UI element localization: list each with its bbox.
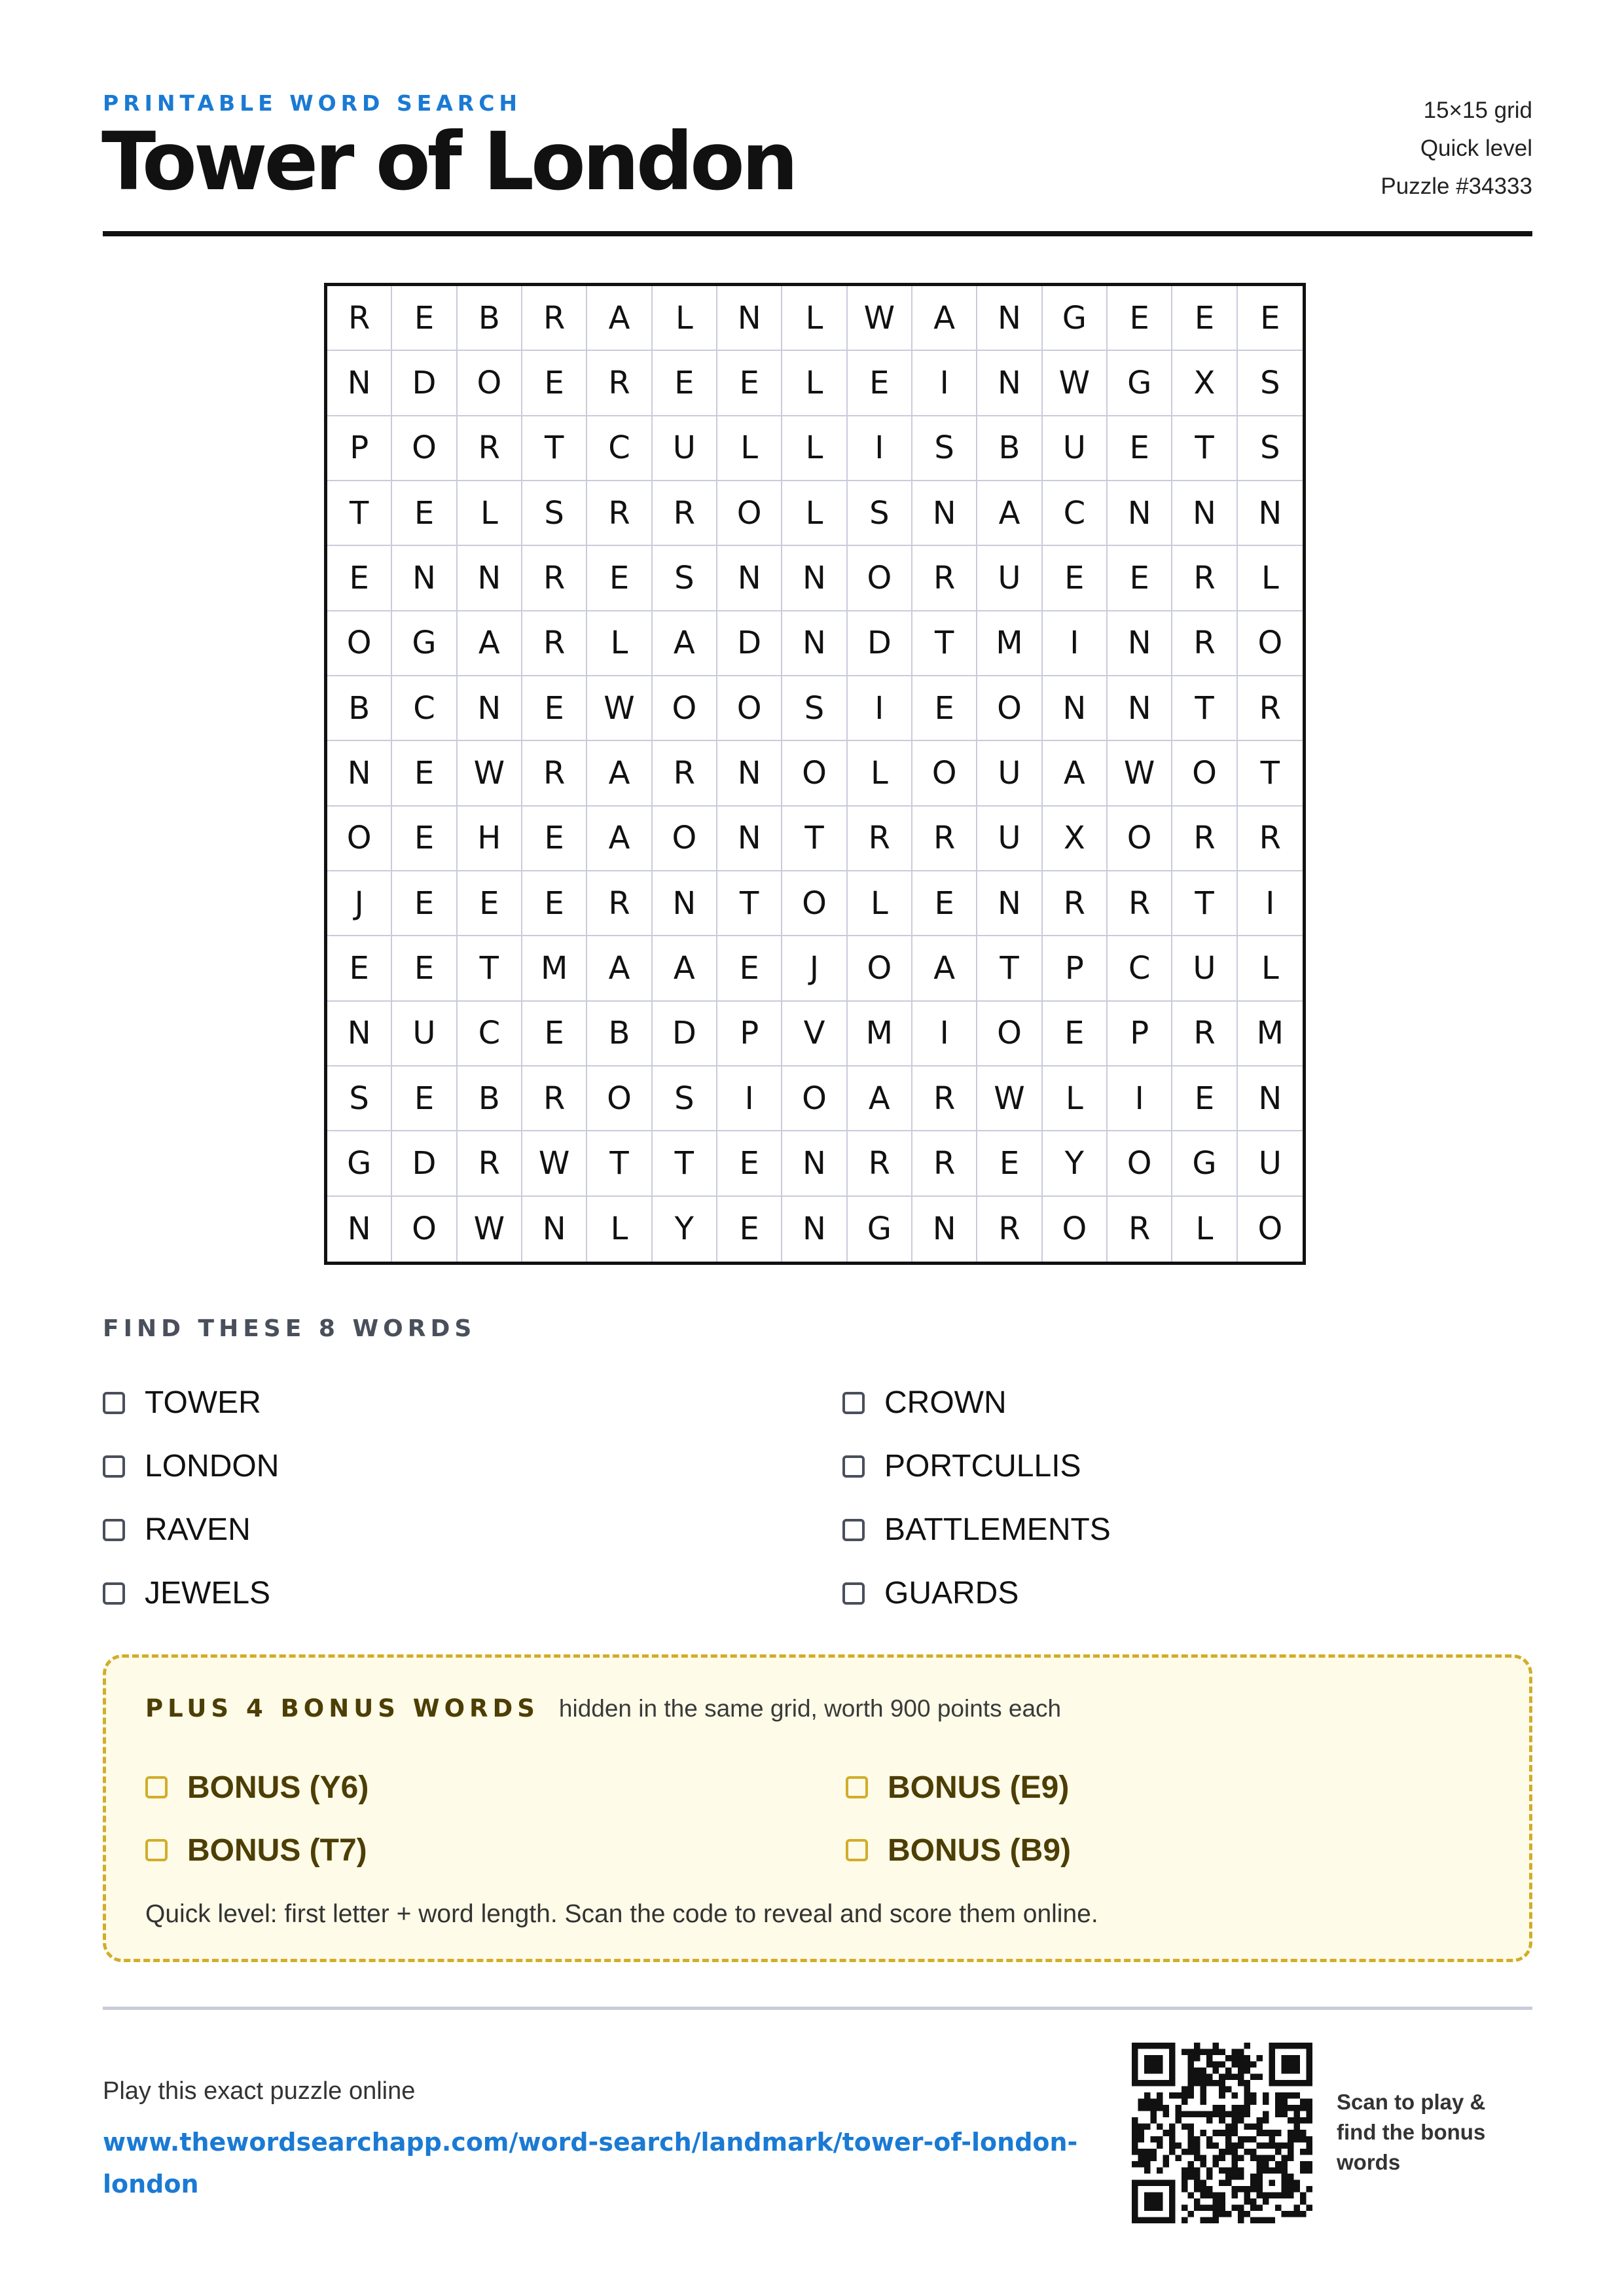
grid-cell[interactable]: E (653, 351, 717, 416)
grid-cell[interactable]: N (327, 351, 392, 416)
grid-cell[interactable]: L (1238, 936, 1303, 1001)
checkbox-icon[interactable] (103, 1455, 125, 1478)
grid-cell[interactable]: T (717, 871, 782, 936)
grid-cell[interactable]: O (392, 1197, 457, 1262)
grid-cell[interactable]: E (717, 351, 782, 416)
grid-cell[interactable]: I (848, 416, 912, 481)
word-label: TOWER (145, 1385, 261, 1420)
grid-cell[interactable]: O (1172, 741, 1237, 806)
grid-cell[interactable]: O (848, 546, 912, 611)
word-list-item[interactable] (103, 1434, 842, 1498)
grid-cell[interactable]: M (1238, 1002, 1303, 1066)
grid-cell[interactable]: S (1238, 351, 1303, 416)
grid-cell[interactable]: E (522, 351, 587, 416)
grid-cell[interactable]: L (782, 286, 847, 351)
grid-cell[interactable]: E (1238, 286, 1303, 351)
grid-cell[interactable]: L (1172, 1197, 1237, 1262)
grid-cell[interactable]: R (522, 1066, 587, 1131)
puzzle-meta (1380, 92, 1532, 206)
grid-cell[interactable]: N (977, 351, 1042, 416)
header-divider (103, 231, 1532, 236)
grid-cell[interactable]: D (392, 1131, 457, 1196)
grid-cell[interactable]: A (458, 611, 522, 676)
grid-cell[interactable]: R (1172, 546, 1237, 611)
grid-cell[interactable]: W (1043, 351, 1108, 416)
grid-cell[interactable]: B (458, 286, 522, 351)
grid-cell[interactable]: T (587, 1131, 652, 1196)
bonus-word-item[interactable] (145, 1756, 846, 1819)
word-list-item[interactable] (842, 1371, 1235, 1434)
bonus-word-item[interactable] (846, 1819, 1238, 1882)
grid-cell[interactable]: R (1172, 807, 1237, 871)
grid-cell[interactable]: E (392, 481, 457, 546)
grid-size-label: 15×15 grid (1423, 98, 1532, 123)
grid-cell[interactable]: E (392, 286, 457, 351)
grid-cell[interactable]: L (782, 351, 847, 416)
grid-cell[interactable]: A (977, 481, 1042, 546)
grid-cell[interactable]: O (977, 676, 1042, 741)
grid-cell[interactable]: E (392, 741, 457, 806)
grid-cell[interactable]: N (458, 676, 522, 741)
grid-cell[interactable]: B (587, 1002, 652, 1066)
word-label: LONDON (145, 1449, 280, 1484)
grid-cell[interactable]: H (458, 807, 522, 871)
grid-cell[interactable]: W (522, 1131, 587, 1196)
grid-cell[interactable]: O (782, 741, 847, 806)
grid-cell[interactable]: E (1108, 546, 1172, 611)
grid-cell[interactable]: E (717, 936, 782, 1001)
grid-cell[interactable]: T (1238, 741, 1303, 806)
grid-cell[interactable]: E (587, 546, 652, 611)
grid-cell[interactable]: A (1043, 741, 1108, 806)
grid-cell[interactable]: L (653, 286, 717, 351)
grid-cell[interactable]: E (1172, 286, 1237, 351)
grid-cell[interactable]: J (327, 871, 392, 936)
grid-cell[interactable]: E (522, 1002, 587, 1066)
bonus-header (145, 1694, 1061, 1722)
grid-cell[interactable]: Y (1043, 1131, 1108, 1196)
word-list-item[interactable] (842, 1434, 1235, 1498)
bonus-word-label: BONUS (T7) (187, 1832, 367, 1868)
grid-cell[interactable]: R (458, 1131, 522, 1196)
grid-cell[interactable]: B (327, 676, 392, 741)
grid-cell[interactable]: U (977, 546, 1042, 611)
grid-cell[interactable]: X (1043, 807, 1108, 871)
word-list (103, 1371, 1111, 1625)
grid-cell[interactable]: W (458, 1197, 522, 1262)
grid-cell[interactable]: O (587, 1066, 652, 1131)
grid-cell[interactable]: R (522, 611, 587, 676)
letter-grid (324, 283, 1306, 1265)
grid-cell[interactable]: N (522, 1197, 587, 1262)
grid-cell[interactable]: G (392, 611, 457, 676)
grid-cell[interactable]: N (1238, 481, 1303, 546)
grid-cell[interactable]: D (392, 351, 457, 416)
grid-cell[interactable]: A (653, 611, 717, 676)
grid-cell[interactable]: I (1043, 611, 1108, 676)
play-online-label: Play this exact puzzle online (103, 2077, 416, 2105)
grid-cell[interactable]: T (977, 936, 1042, 1001)
grid-cell[interactable]: R (912, 1066, 977, 1131)
checkbox-icon[interactable] (842, 1455, 865, 1478)
puzzle-number-label: Puzzle #34333 (1380, 173, 1532, 199)
grid-cell[interactable]: U (1043, 416, 1108, 481)
grid-cell[interactable]: I (717, 1066, 782, 1131)
grid-cell[interactable]: N (977, 286, 1042, 351)
bonus-word-label: BONUS (E9) (888, 1770, 1070, 1805)
grid-cell[interactable]: G (327, 1131, 392, 1196)
grid-cell[interactable]: L (1238, 546, 1303, 611)
grid-cell[interactable]: G (1043, 286, 1108, 351)
grid-cell[interactable]: E (392, 936, 457, 1001)
grid-cell[interactable]: O (327, 807, 392, 871)
grid-cell[interactable]: S (782, 676, 847, 741)
grid-cell[interactable]: R (653, 481, 717, 546)
grid-cell[interactable]: N (782, 546, 847, 611)
grid-cell[interactable]: G (848, 1197, 912, 1262)
bonus-heading: PLUS 4 BONUS WORDS (145, 1694, 539, 1722)
grid-cell[interactable]: A (587, 741, 652, 806)
grid-cell[interactable]: A (653, 936, 717, 1001)
grid-cell[interactable]: I (1238, 871, 1303, 936)
bonus-panel (103, 1654, 1532, 1962)
grid-cell[interactable]: E (1108, 416, 1172, 481)
word-list-heading: FIND THESE 8 WORDS (103, 1315, 477, 1342)
grid-cell[interactable]: R (587, 871, 652, 936)
scan-instructions: Scan to play & find the bonus words (1337, 2090, 1486, 2174)
grid-cell[interactable]: R (653, 741, 717, 806)
grid-cell[interactable]: N (1238, 1066, 1303, 1131)
grid-cell[interactable]: S (912, 416, 977, 481)
bonus-checkbox-icon[interactable] (846, 1839, 868, 1861)
grid-cell[interactable]: E (522, 676, 587, 741)
grid-cell[interactable]: E (392, 807, 457, 871)
grid-cell[interactable]: L (848, 871, 912, 936)
word-label: PORTCULLIS (884, 1449, 1081, 1484)
grid-cell[interactable]: R (848, 807, 912, 871)
grid-cell[interactable]: L (1043, 1066, 1108, 1131)
grid-cell[interactable]: N (392, 546, 457, 611)
grid-cell[interactable]: N (782, 611, 847, 676)
grid-cell[interactable]: U (977, 741, 1042, 806)
grid-cell[interactable]: N (977, 871, 1042, 936)
checkbox-icon[interactable] (103, 1392, 125, 1414)
word-list-item[interactable] (103, 1498, 842, 1561)
grid-cell[interactable]: W (458, 741, 522, 806)
grid-cell[interactable]: R (1172, 611, 1237, 676)
grid-cell[interactable]: N (782, 1197, 847, 1262)
grid-cell[interactable]: R (912, 546, 977, 611)
grid-cell[interactable]: R (327, 286, 392, 351)
grid-cell[interactable]: N (912, 1197, 977, 1262)
grid-cell[interactable]: U (1172, 936, 1237, 1001)
word-label: RAVEN (145, 1512, 251, 1547)
bonus-word-label: BONUS (B9) (888, 1832, 1072, 1868)
grid-cell[interactable]: E (912, 676, 977, 741)
grid-cell[interactable]: W (1108, 741, 1172, 806)
grid-cell[interactable]: V (782, 1002, 847, 1066)
grid-cell[interactable]: N (782, 1131, 847, 1196)
grid-cell[interactable]: A (587, 286, 652, 351)
grid-cell[interactable]: L (782, 481, 847, 546)
grid-cell[interactable]: Y (653, 1197, 717, 1262)
grid-cell[interactable]: R (458, 416, 522, 481)
grid-cell[interactable]: U (653, 416, 717, 481)
grid-cell[interactable]: O (653, 676, 717, 741)
page-kicker: PRINTABLE WORD SEARCH (103, 90, 522, 116)
grid-cell[interactable]: T (912, 611, 977, 676)
word-label: GUARDS (884, 1576, 1019, 1611)
grid-cell[interactable]: X (1172, 351, 1237, 416)
grid-cell[interactable]: R (1108, 1197, 1172, 1262)
grid-cell[interactable]: O (327, 611, 392, 676)
checkbox-icon[interactable] (103, 1582, 125, 1605)
word-label: CROWN (884, 1385, 1007, 1420)
grid-cell[interactable]: S (522, 481, 587, 546)
grid-cell[interactable]: I (1108, 1066, 1172, 1131)
grid-cell[interactable]: N (327, 1002, 392, 1066)
grid-cell[interactable]: T (458, 936, 522, 1001)
word-list-item[interactable] (103, 1561, 842, 1625)
page-title: Tower of London (101, 115, 795, 208)
grid-cell[interactable]: L (782, 416, 847, 481)
grid-cell[interactable]: N (912, 481, 977, 546)
grid-cell[interactable]: O (848, 936, 912, 1001)
grid-cell[interactable]: T (653, 1131, 717, 1196)
grid-cell[interactable]: E (977, 1131, 1042, 1196)
grid-cell[interactable]: R (522, 741, 587, 806)
grid-cell[interactable]: N (1108, 676, 1172, 741)
grid-cell[interactable]: R (522, 546, 587, 611)
grid-cell[interactable]: B (977, 416, 1042, 481)
grid-cell[interactable]: N (1108, 481, 1172, 546)
grid-cell[interactable]: D (653, 1002, 717, 1066)
grid-cell[interactable]: W (977, 1066, 1042, 1131)
bonus-word-list (145, 1756, 1238, 1882)
grid-cell[interactable]: M (848, 1002, 912, 1066)
word-list-item[interactable] (842, 1498, 1235, 1561)
grid-cell[interactable]: E (717, 1131, 782, 1196)
grid-cell[interactable]: E (392, 871, 457, 936)
grid-cell[interactable]: T (782, 807, 847, 871)
grid-cell[interactable]: S (653, 1066, 717, 1131)
grid-cell[interactable]: A (912, 936, 977, 1001)
grid-cell[interactable]: E (912, 871, 977, 936)
grid-cell[interactable]: W (848, 286, 912, 351)
word-label: JEWELS (145, 1576, 271, 1611)
bonus-subheading: hidden in the same grid, worth 900 points each (558, 1695, 1062, 1722)
bonus-checkbox-icon[interactable] (145, 1839, 168, 1861)
grid-cell[interactable]: W (587, 676, 652, 741)
grid-cell[interactable]: M (977, 611, 1042, 676)
puzzle-url-link[interactable]: www.thewordsearchapp.com/word-search/landmark/tower-of-london-london (103, 2128, 1078, 2198)
grid-cell[interactable]: S (1238, 416, 1303, 481)
bonus-note: Quick level: first letter + word length. Scan the code to reveal and score them online. (145, 1900, 1098, 1928)
grid-cell[interactable]: L (587, 611, 652, 676)
grid-cell[interactable]: N (717, 546, 782, 611)
grid-cell[interactable]: O (392, 416, 457, 481)
grid-cell[interactable]: L (717, 416, 782, 481)
grid-cell[interactable]: A (848, 1066, 912, 1131)
word-list-item[interactable] (842, 1561, 1235, 1625)
grid-cell[interactable]: E (717, 1197, 782, 1262)
grid-cell[interactable]: O (717, 481, 782, 546)
grid-cell[interactable]: O (458, 351, 522, 416)
grid-cell[interactable]: L (587, 1197, 652, 1262)
grid-cell[interactable]: N (458, 546, 522, 611)
grid-cell[interactable]: R (587, 481, 652, 546)
grid-cell[interactable]: E (522, 871, 587, 936)
grid-cell[interactable]: R (848, 1131, 912, 1196)
grid-cell[interactable]: N (653, 871, 717, 936)
grid-cell[interactable]: N (1172, 481, 1237, 546)
grid-cell[interactable]: N (327, 1197, 392, 1262)
grid-cell[interactable]: O (1108, 807, 1172, 871)
grid-cell[interactable]: E (1172, 1066, 1237, 1131)
grid-cell[interactable]: U (977, 807, 1042, 871)
grid-cell[interactable]: M (522, 936, 587, 1001)
grid-cell[interactable]: S (653, 546, 717, 611)
grid-cell[interactable]: O (1043, 1197, 1108, 1262)
grid-cell[interactable]: R (587, 351, 652, 416)
grid-cell[interactable]: O (1238, 611, 1303, 676)
grid-cell[interactable]: C (1108, 936, 1172, 1001)
grid-cell[interactable]: T (327, 481, 392, 546)
grid-cell[interactable]: R (1108, 871, 1172, 936)
grid-cell[interactable]: O (782, 871, 847, 936)
checkbox-icon[interactable] (842, 1519, 865, 1541)
grid-cell[interactable]: P (1108, 1002, 1172, 1066)
grid-cell[interactable]: E (522, 807, 587, 871)
grid-cell[interactable]: P (717, 1002, 782, 1066)
grid-cell[interactable]: N (717, 286, 782, 351)
grid-cell[interactable]: T (1172, 676, 1237, 741)
grid-cell[interactable]: D (717, 611, 782, 676)
grid-cell[interactable]: T (1172, 416, 1237, 481)
word-label: BATTLEMENTS (884, 1512, 1111, 1547)
grid-cell[interactable]: A (587, 807, 652, 871)
grid-cell[interactable]: I (912, 351, 977, 416)
grid-cell[interactable]: R (977, 1197, 1042, 1262)
grid-cell[interactable]: N (1043, 676, 1108, 741)
grid-cell[interactable]: L (848, 741, 912, 806)
grid-cell[interactable]: R (912, 807, 977, 871)
checkbox-icon[interactable] (842, 1392, 865, 1414)
grid-cell[interactable]: O (977, 1002, 1042, 1066)
grid-cell[interactable]: R (912, 1131, 977, 1196)
checkbox-icon[interactable] (842, 1582, 865, 1605)
footer-divider (103, 2007, 1532, 2010)
grid-cell[interactable]: D (848, 611, 912, 676)
grid-cell[interactable]: S (848, 481, 912, 546)
grid-cell[interactable]: R (1238, 807, 1303, 871)
grid-cell[interactable]: S (327, 1066, 392, 1131)
grid-cell[interactable]: I (912, 1002, 977, 1066)
grid-cell[interactable]: R (1238, 676, 1303, 741)
grid-cell[interactable]: O (782, 1066, 847, 1131)
grid-cell[interactable]: N (1108, 611, 1172, 676)
grid-cell[interactable]: N (717, 741, 782, 806)
grid-cell[interactable]: P (327, 416, 392, 481)
grid-cell[interactable]: E (392, 1066, 457, 1131)
bonus-checkbox-icon[interactable] (145, 1776, 168, 1798)
grid-cell[interactable]: E (327, 936, 392, 1001)
bonus-word-item[interactable] (145, 1819, 846, 1882)
bonus-word-item[interactable] (846, 1756, 1238, 1819)
grid-cell[interactable]: G (1172, 1131, 1237, 1196)
grid-cell[interactable]: I (848, 676, 912, 741)
grid-cell[interactable]: C (392, 676, 457, 741)
grid-cell[interactable]: A (587, 936, 652, 1001)
grid-cell[interactable]: O (1108, 1131, 1172, 1196)
grid-cell[interactable]: R (522, 286, 587, 351)
grid-cell[interactable]: C (458, 1002, 522, 1066)
grid-cell[interactable]: E (1043, 1002, 1108, 1066)
grid-cell[interactable]: O (912, 741, 977, 806)
grid-cell[interactable]: E (327, 546, 392, 611)
level-label: Quick level (1420, 136, 1532, 161)
grid-cell[interactable]: C (1043, 481, 1108, 546)
checkbox-icon[interactable] (103, 1519, 125, 1541)
grid-cell[interactable]: T (522, 416, 587, 481)
grid-cell[interactable]: G (1108, 351, 1172, 416)
bonus-word-label: BONUS (Y6) (187, 1770, 369, 1805)
grid-cell[interactable]: R (1043, 871, 1108, 936)
grid-cell[interactable]: O (1257, 1211, 1283, 1248)
bonus-checkbox-icon[interactable] (846, 1776, 868, 1798)
grid-cell[interactable]: U (392, 1002, 457, 1066)
word-list-item[interactable] (103, 1371, 842, 1434)
grid-cell[interactable]: T (1172, 871, 1237, 936)
grid-cell[interactable]: E (848, 351, 912, 416)
grid-cell[interactable]: B (458, 1066, 522, 1131)
grid-cell[interactable]: C (587, 416, 652, 481)
qr-code[interactable] (1132, 2043, 1312, 2223)
grid-cell[interactable]: E (1108, 286, 1172, 351)
grid-cell[interactable]: U (1238, 1131, 1303, 1196)
grid-cell[interactable]: R (1172, 1002, 1237, 1066)
grid-cell[interactable]: N (717, 807, 782, 871)
grid-cell[interactable]: E (458, 871, 522, 936)
grid-cell[interactable]: P (1043, 936, 1108, 1001)
grid-cell[interactable]: A (912, 286, 977, 351)
grid-cell[interactable]: J (782, 936, 847, 1001)
grid-cell[interactable]: E (1043, 546, 1108, 611)
grid-cell[interactable]: O (653, 807, 717, 871)
grid-cell[interactable]: L (458, 481, 522, 546)
grid-cell[interactable]: N (327, 741, 392, 806)
grid-cell[interactable]: O (717, 676, 782, 741)
